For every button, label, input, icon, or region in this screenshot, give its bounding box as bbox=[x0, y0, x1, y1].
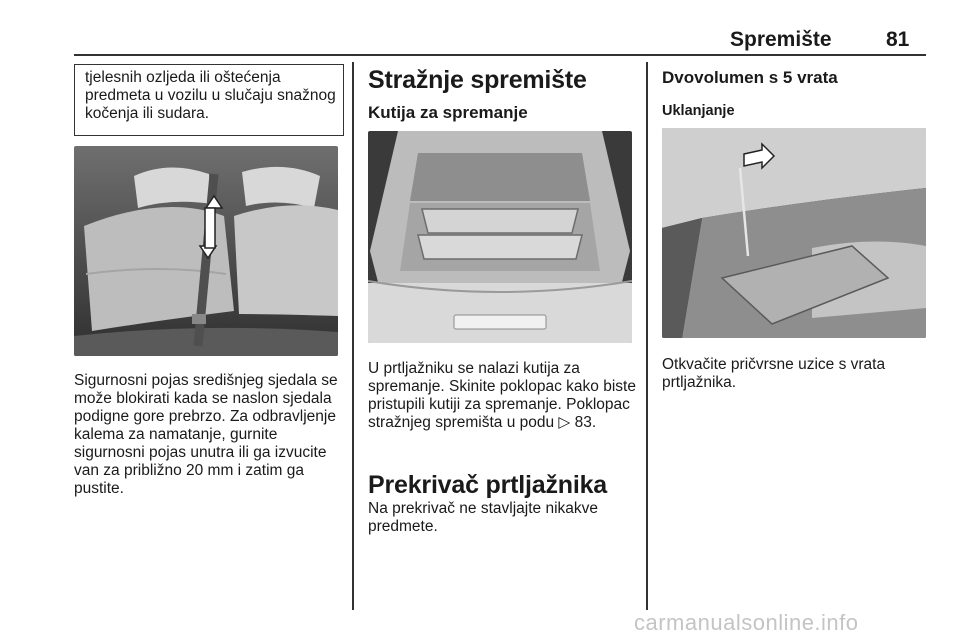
seatbelt-illustration bbox=[74, 146, 338, 356]
storage-box-text: U prtljažniku se nalazi kutija za spremanje. Skinite poklopac kako biste pristupili kutiji za spremanje. Poklopac stražnjeg spremišta u podu bbox=[368, 360, 636, 431]
load-cover-text: Na prekrivač ne stavljajte nikakve predmete. bbox=[368, 500, 599, 535]
page-header-title: Spremište bbox=[730, 28, 832, 51]
storage-box-subheading: Kutija za spremanje bbox=[368, 103, 528, 122]
column1-body-text: Sigurnosni pojas središnjeg sjedala se može blokirati kada se naslon sjedala podigne gore prebrzo. Za odbravljenje kalema za namatanje, gurnite sigurnosni pojas unutra ili ga izvucite van za približno 20 mm i zatim ga pustite. bbox=[74, 372, 338, 497]
watermark: carmanualsonline.info bbox=[634, 610, 859, 635]
column-divider-right bbox=[646, 62, 648, 610]
storage-box-illustration bbox=[368, 131, 632, 343]
hatchback-heading: Dvovolumen s 5 vrata bbox=[662, 68, 838, 87]
cross-reference-link[interactable]: ▷ 83. bbox=[558, 414, 597, 431]
column3-body-text: Otkvačite pričvrsne uzice s vrata prtljažnika. bbox=[662, 356, 886, 391]
column2-body-text bbox=[368, 360, 640, 432]
page-number: 81 bbox=[886, 28, 910, 51]
warning-box bbox=[74, 64, 344, 136]
rear-storage-heading: Stražnje spremište bbox=[368, 66, 587, 94]
load-cover-heading: Prekrivač prtljažnika bbox=[368, 471, 607, 499]
header-rule bbox=[74, 54, 926, 56]
load-cover-removal-illustration bbox=[662, 128, 926, 338]
warning-text: tjelesnih ozljeda ili oštećenja predmeta u vozilu u slučaju snažnog kočenja ili sudara. bbox=[85, 69, 336, 122]
column-divider-left bbox=[352, 62, 354, 610]
removal-subheading: Uklanjanje bbox=[662, 103, 735, 119]
